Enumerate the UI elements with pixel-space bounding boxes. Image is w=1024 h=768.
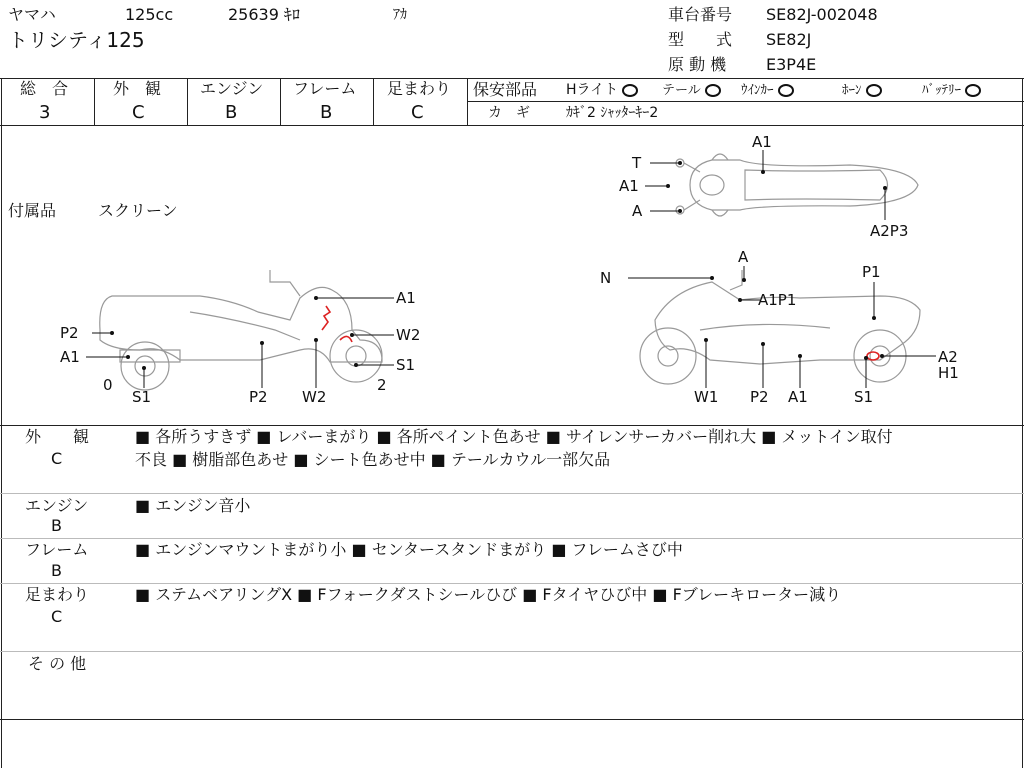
remark-label-engine: エンジン (25, 496, 89, 515)
color-text: ｱｶ (393, 7, 407, 23)
grade-engine-value: B (225, 102, 238, 123)
remark-label-suspension: 足まわり (25, 585, 90, 604)
leader-lines (86, 150, 936, 388)
grade-engine-label: エンジン (200, 79, 264, 98)
divider (0, 583, 1024, 584)
remark-line: ■ エンジン音小 (135, 496, 251, 515)
diagram-label: A1P1 (758, 291, 797, 309)
diagram-label: P2 (249, 388, 268, 406)
diagram-label: A1 (60, 348, 80, 366)
diagram-label: A (632, 202, 643, 220)
safety-item-horn: ﾎｰﾝ (842, 84, 882, 97)
diagram-label: 0 (103, 376, 113, 394)
diagram-label: A1 (396, 289, 416, 307)
diagram-label: S1 (854, 388, 874, 406)
displacement-text: 125cc (125, 5, 174, 24)
diagram-label: P2 (60, 324, 79, 342)
diagram-label: N (600, 269, 612, 287)
key-label: カ ギ (488, 105, 530, 121)
safety-item-tail: テール (662, 84, 721, 97)
diagram-label: W2 (302, 388, 327, 406)
diagram-label: A (738, 248, 749, 266)
diagram-label: W1 (694, 388, 719, 406)
remark-label-exterior: 外 観 (25, 427, 90, 446)
frame-no-value: SE82J-002048 (766, 5, 878, 24)
grade-frame-label: フレーム (293, 79, 357, 98)
safety-item-battery: ﾊﾞｯﾃﾘｰ (922, 84, 981, 97)
grade-frame-value: B (320, 102, 333, 123)
accessories-label: 付属品 (8, 201, 57, 220)
remark-line: 不良 ■ 樹脂部色あせ ■ シート色あせ中 ■ テールカウル一部欠品 (135, 450, 611, 469)
grade-suspension-value: C (411, 102, 424, 123)
model-name: トリシティ125 (8, 28, 145, 52)
diagram-label: A1 (752, 133, 772, 151)
diagram-label: S1 (132, 388, 152, 406)
divider (0, 719, 1024, 720)
diagram-label: T (632, 154, 642, 172)
diagram-label: A2P3 (870, 222, 909, 240)
remark-label-other: そ の 他 (28, 654, 87, 673)
safety-label: 保安部品 (473, 80, 538, 99)
type-value: SE82J (766, 30, 812, 49)
remark-line: ■ ステムベアリングX ■ Fフォークダストシールひび ■ Fタイヤひび中 ■ Fブレーキローター減り (135, 585, 842, 604)
diagram-label: P2 (750, 388, 769, 406)
grade-overall-label: 総 合 (20, 79, 69, 98)
engine-no-label: 原 動 機 (668, 55, 727, 74)
diagram-label: A1 (619, 177, 639, 195)
type-label: 型 式 (668, 30, 733, 49)
frame-no-label: 車台番号 (668, 5, 733, 24)
diagram-label: P1 (862, 263, 881, 281)
remark-grade-frame: B (51, 561, 62, 580)
scooter-left-view (100, 270, 382, 390)
mileage-text: 25639 ｷﾛ (228, 5, 300, 24)
grade-overall-value: 3 (39, 102, 51, 123)
diagram-label: 2 (377, 376, 387, 394)
remark-grade-suspension: C (51, 607, 63, 626)
safety-item-headlight: Hライト (566, 83, 638, 97)
grade-suspension-label: 足まわり (387, 79, 452, 98)
diagram-label: A2 (938, 348, 958, 366)
remark-grade-exterior: C (51, 449, 63, 468)
engine-no-value: E3P4E (766, 55, 817, 74)
accessories-value: スクリーン (98, 201, 178, 220)
remark-line: ■ 各所うすきず ■ レバーまがり ■ 各所ペイント色あせ ■ サイレンサーカバー削れ大 ■ メットイン取付 (135, 427, 893, 446)
remark-line: ■ エンジンマウントまがり小 ■ センタースタンドまがり ■ フレームさび中 (135, 540, 683, 559)
scooter-top-view (676, 154, 918, 216)
diagram-label: S1 (396, 356, 416, 374)
diagram-label: A1 (788, 388, 808, 406)
grade-exterior-label: 外 観 (113, 79, 162, 98)
divider (0, 538, 1024, 539)
maker-text: ヤマハ (8, 5, 56, 24)
key-value: ｶｷﾞ2 ｼｬｯﾀｰｷｰ2 (566, 105, 659, 121)
remark-grade-engine: B (51, 516, 62, 535)
divider (0, 425, 1024, 426)
diagram-label: H1 (938, 364, 959, 382)
leader-dots (110, 161, 887, 370)
scooter-right-view (640, 270, 920, 384)
divider (0, 651, 1024, 652)
diagram-label: W2 (396, 326, 421, 344)
safety-item-winker: ｳｲﾝｶｰ (741, 84, 794, 97)
remark-label-frame: フレーム (25, 540, 89, 559)
divider (0, 493, 1024, 494)
grade-exterior-value: C (132, 102, 145, 123)
